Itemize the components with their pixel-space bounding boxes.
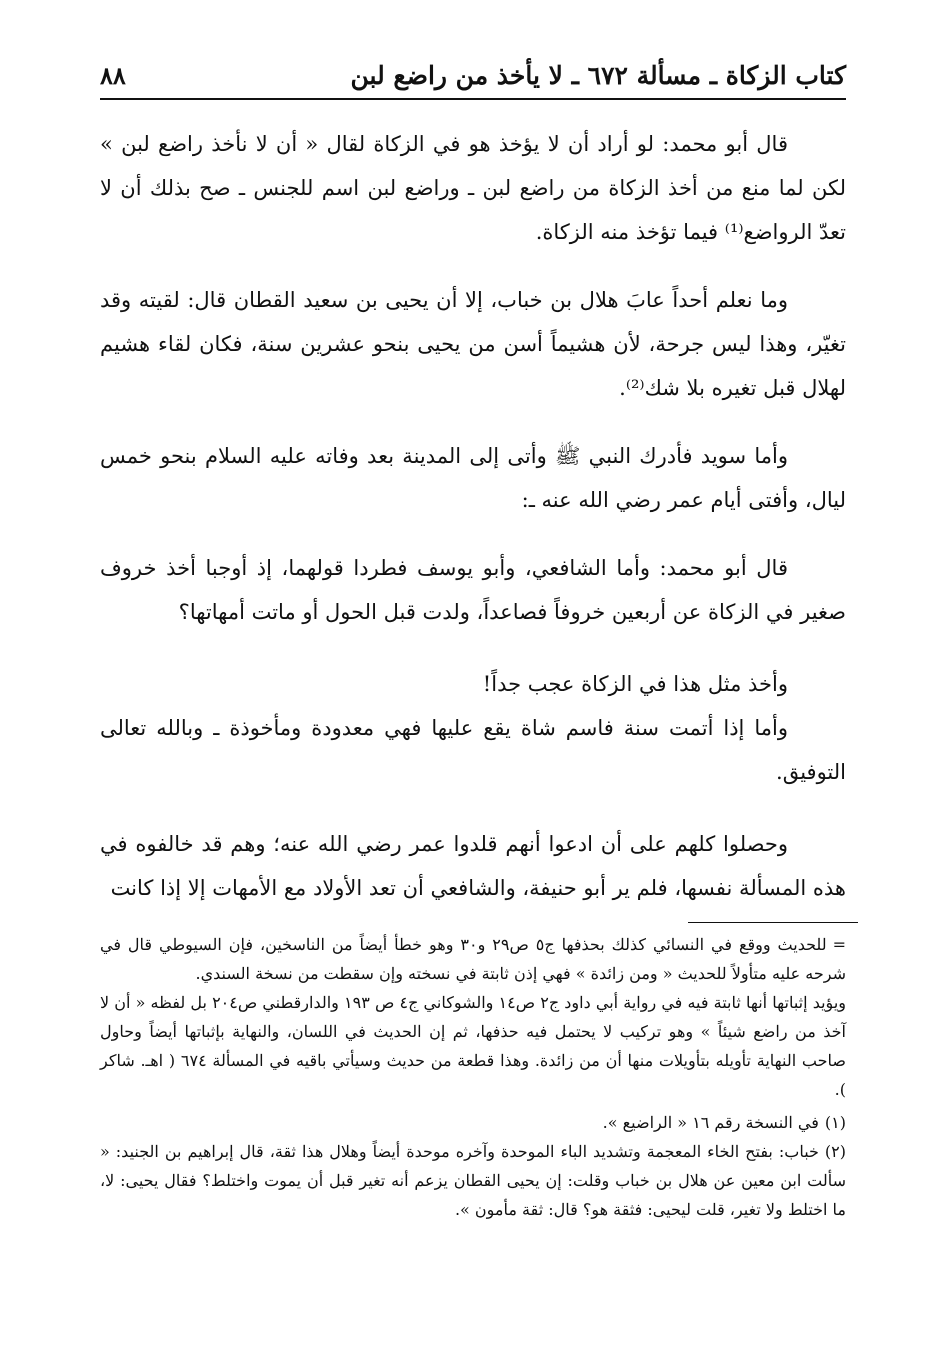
paragraph: قال أبو محمد: وأما الشافعي، وأبو يوسف فطردا قولهما، إذ أوجبا أخذ خروف صغير في الزكاة عن أربعين خروفاً فصاعداً، ولدت قبل الحول أو ماتت أمهاتها؟ (100, 556, 846, 624)
footnote-separator (688, 922, 858, 923)
footnote (100, 1108, 846, 1137)
page-header (100, 48, 846, 100)
paragraph: وأما سويد فأدرك النبي ﷺ وأتى إلى المدينة بعد وفاته عليه السلام بنحو خمس ليال، وأفتى أيام عمر رضي الله عنه ـ: (100, 444, 846, 512)
paragraph: وأخذ مثل هذا في الزكاة عجب جداً! (482, 672, 788, 696)
paragraph: وحصلوا كلهم على أن ادعوا أنهم قلدوا عمر رضي الله عنه؛ وهم قد خالفوه في هذه المسألة نفسها، فلم ير أبو حنيفة، والشافعي أن تعد الأولاد مع الأمهات إلا إذا كانت (100, 832, 846, 900)
main-text (100, 122, 846, 934)
footnote (100, 1137, 846, 1224)
paragraph: وأما إذا أتمت سنة فاسم شاة يقع عليها فهي معدودة ومأخوذة ـ وبالله تعالى التوفيق. (100, 716, 846, 784)
page-number: ٨٨ (100, 61, 126, 90)
footnote-marker: (٢) (824, 1142, 847, 1161)
running-title: كتاب الزكاة ـ مسألة ٦٧٢ ـ لا يأخذ من راضع لبن (350, 61, 846, 90)
footnote-text: للحديث ووقع في النسائي كذلك بحذفها ج٥ ص٢٩ و٣٠ وهو خطأ أيضاً من الناسخين، فإن السيوطي قال في شرحه عليه متأولاً للحديث « ومن زائدة » فهي إذن ثابتة في نسخته وإن سقطت من نسخة السندي. (100, 935, 846, 983)
paragraph: قال أبو محمد: لو أراد أن لا يؤخذ هو في الزكاة لقال « أن لا نأخذ راضع لبن » لكن لما منع من أخذ الزكاة من راضع لبن ـ وراضع لبن اسم للجنس ـ صح بذلك أن لا تعدّ الرواضع⁽¹⁾ فيما تؤخذ منه الزكاة. (100, 132, 846, 244)
footnote-continuation: ويؤيد إثباتها أنها ثابتة فيه في رواية أبي داود ج٢ ص١٤ والشوكاني ج٤ ص ١٩٣ والدارقطني ص٢٠٤ بل لفظه « أن لا آخذ من راضع شيئاً » وهو تركيب لا يحتمل فيه حذفها، ثم إن الحديث في اللسان، والنهاية بإثباتها أيضاً وحاول صاحب النهاية تأويله بتأويلات منها أن من زائدة. وهذا قطعة من حديث وسيأتي باقيه في المسألة ٦٧٤ ( اهـ. شاكر ). (100, 993, 847, 1099)
footnote-marker: (١) (824, 1113, 846, 1132)
footnote-continuation-marker: = (832, 935, 846, 954)
footnote-continuation (100, 930, 846, 988)
footnote-text: خباب: بفتح الخاء المعجمة وتشديد الباء الموحدة وآخره موحدة أيضاً وهلال هذا ثقة، قال إبراهيم بن الجنيد: « سألت ابن معين عن هلال بن خباب وقلت: إن يحيى القطان يزعم أنه تغير قبل أن يموت واختلط؟ فقال يحيى: لا، ما اختلط ولا تغير، قلت ليحيى: فثقة هو؟ قال: ثقة مأمون ». (100, 1142, 846, 1219)
footnote-text: في النسخة رقم ١٦ « الراضيع ». (602, 1113, 819, 1132)
footnotes (100, 930, 846, 1224)
paragraph: وما نعلم أحداً عابَ هلال بن خباب، إلا أن يحيى بن سعيد القطان قال: لقيته وقد تغيّر، وهذا ليس جرحة، لأن هشيماً أسن من يحيى بنحو عشرين سنة، فكان لقاء هشيم لهلال قبل تغيره بلا شك⁽²⁾. (100, 288, 846, 400)
